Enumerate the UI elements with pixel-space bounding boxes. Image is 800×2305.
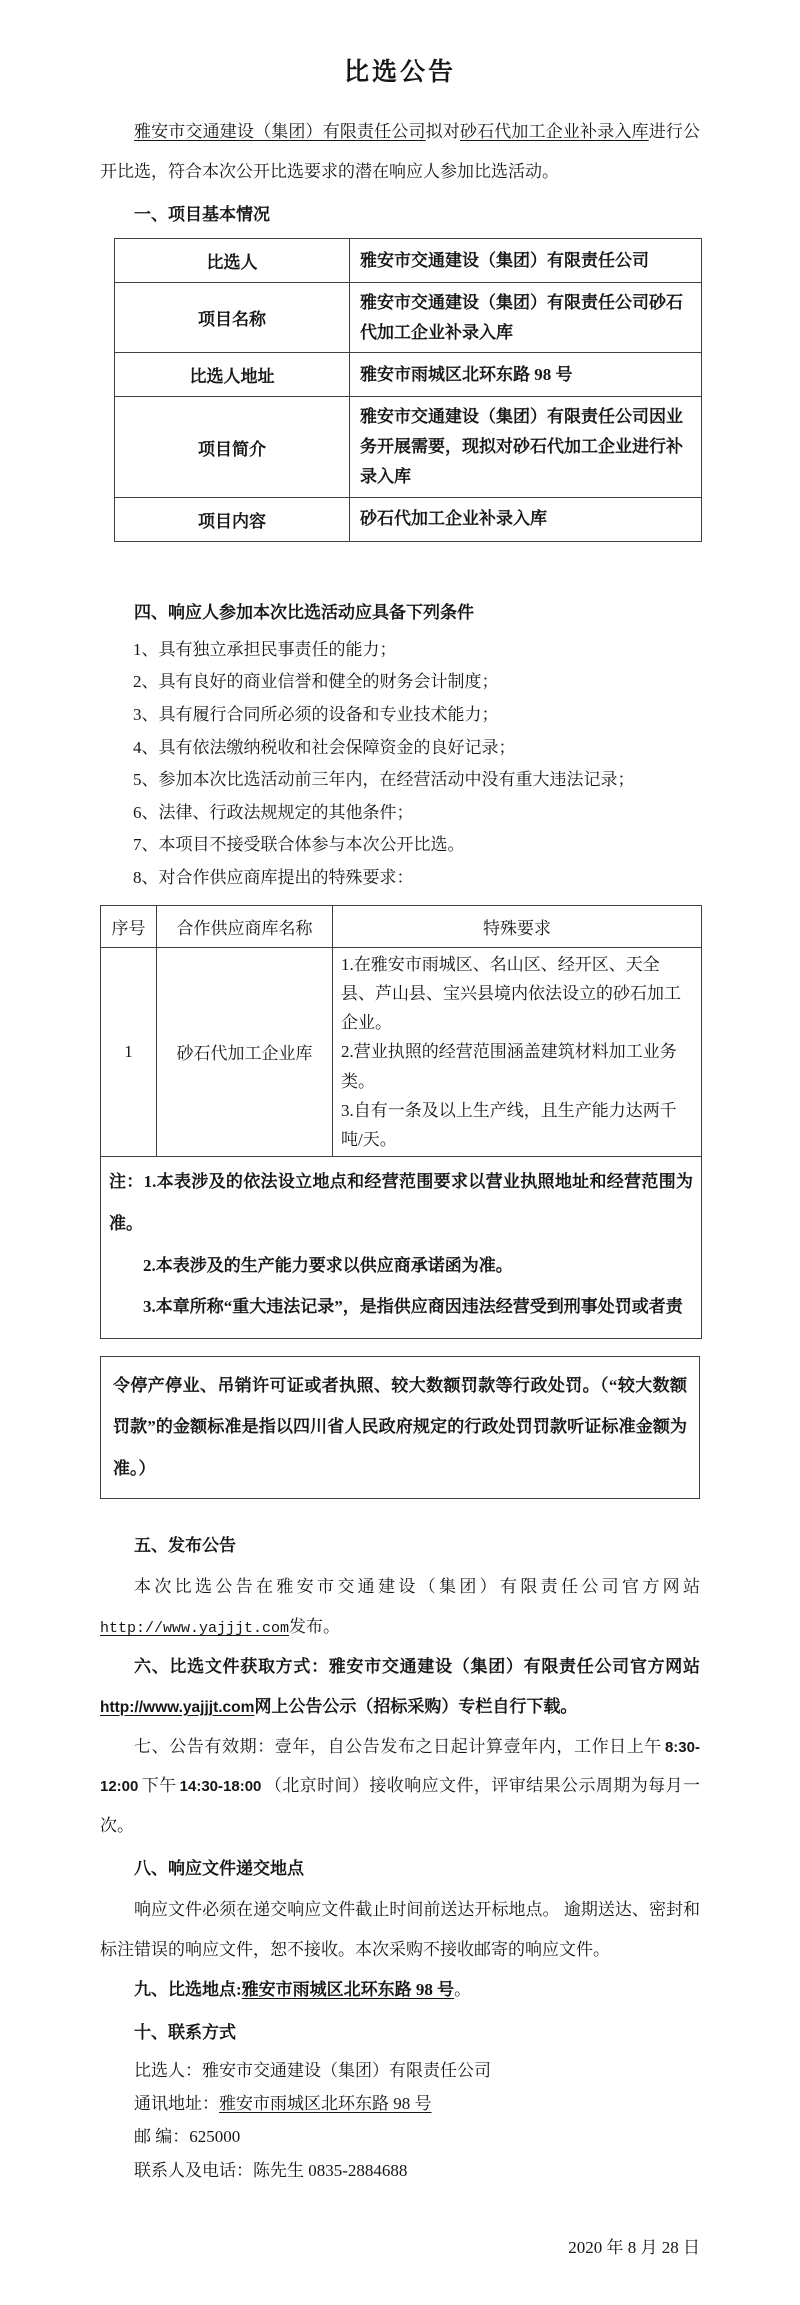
condition-item: 8、对合作供应商库提出的特殊要求： [133, 868, 414, 887]
contact-person-phone-line: 联系人及电话：陈先生 0835-2884688 [134, 2160, 408, 2180]
intro-project-name: 砂石代加工企业补录入库 [459, 122, 649, 141]
condition-item: 2、具有良好的商业信誉和健全的财务会计制度； [133, 672, 499, 692]
section7-text-mid: 下午 [141, 1776, 177, 1796]
header-special-requirements: 特殊要求 [333, 905, 702, 947]
condition-item: 3、具有履行合同所必须的设备和专业技术能力； [133, 704, 499, 724]
condition-item: 7、本项目不接受联合体参与本次公开比选。 [133, 835, 465, 855]
requirement-3: 3.自有一条及以上生产线，且生产能力达两千吨/天。 [341, 1100, 677, 1150]
intro-paragraph [100, 112, 700, 192]
requirement-1: 1.在雅安市雨城区、名山区、经开区、天全县、芦山县、宝兴县境内依法设立的砂石加工企业。 [341, 954, 681, 1033]
intro-company-name: 雅安市交通建设（集团）有限责任公司 [134, 122, 426, 141]
row-value-address: 雅安市雨城区北环东路 98 号 [350, 353, 702, 397]
cell-notes [101, 1157, 702, 1339]
section9-paragraph [100, 1970, 700, 2010]
section1-heading: 一、项目基本情况 [134, 204, 270, 224]
header-library-name: 合作供应商库名称 [157, 905, 333, 947]
company-website-link[interactable]: http://www.yajjjt.com [100, 1619, 290, 1637]
intro-text-2: 进行公开比选，符合本次公开比选要求的潜在响应人参加比选活动。 [100, 122, 700, 181]
section8-heading: 八、响应文件递交地点 [134, 1859, 304, 1879]
table-row [115, 353, 702, 397]
supplier-library-table [100, 905, 702, 1339]
condition-item: 4、具有依法缴纳税收和社会保障资金的良好记录； [133, 737, 516, 757]
row-value-content: 砂石代加工企业补录入库 [350, 497, 702, 541]
requirement-2: 2.营业执照的经营范围涵盖建筑材料加工业务类。 [341, 1042, 677, 1091]
row-value-project-name: 雅安市交通建设（集团）有限责任公司砂石代加工企业补录入库 [350, 282, 702, 353]
table-row [115, 397, 702, 497]
afternoon-hours: 14:30-18:00 [179, 1778, 262, 1796]
condition-item: 1、具有独立承担民事责任的能力； [133, 639, 397, 659]
row-label-project-name: 项目名称 [115, 282, 350, 353]
contact-postcode-line: 邮 编：625000 [134, 2127, 241, 2147]
row-value-bixuanren: 雅安市交通建设（集团）有限责任公司 [350, 238, 702, 282]
table-row [115, 282, 702, 353]
section6-text-suffix: 网上公告公示（招标采购）专栏自行下载。 [254, 1696, 578, 1716]
section6-text-prefix: 六、比选文件获取方式：雅安市交通建设（集团）有限责任公司官方网站 [134, 1656, 700, 1676]
section9-suffix: 。 [454, 1980, 472, 2000]
contact-address-line [100, 2087, 700, 2120]
section6-paragraph [100, 1647, 700, 1727]
row-value-intro: 雅安市交通建设（集团）有限责任公司因业务开展需要，现拟对砂石代加工企业进行补录入库 [350, 397, 702, 497]
contact-address-label: 通讯地址： [134, 2094, 219, 2114]
morning-hours: 8:30-12:00 [100, 1738, 700, 1796]
section5-body [100, 1567, 700, 1647]
note-1: 注：1.本表涉及的依法设立地点和经营范围要求以营业执照地址和经营范围为准。 [109, 1172, 693, 1233]
table-notes-row [101, 1157, 702, 1339]
section5-text-suffix: 发布。 [289, 1616, 341, 1636]
conditions-list [100, 634, 700, 895]
row-label-address: 比选人地址 [115, 353, 350, 397]
project-info-table [114, 238, 702, 542]
note-2: 2.本表涉及的生产能力要求以供应商承诺函为准。 [143, 1255, 513, 1275]
intro-text-1: 拟对 [425, 122, 460, 141]
section7-paragraph [100, 1727, 700, 1847]
contact-address-value: 雅安市雨城区北环东路 98 号 [219, 2094, 432, 2114]
document-date: 2020 年 8 月 28 日 [568, 2237, 700, 2257]
section8-body: 响应文件必须在递交响应文件截止时间前送达开标地点。 逾期送达、密封和标注错误的响应文件，恕不接收。本次采购不接收邮寄的响应文件。 [100, 1900, 700, 1960]
header-serial: 序号 [101, 905, 157, 947]
section5-text-prefix: 本次比选公告在雅安市交通建设（集团）有限责任公司官方网站 [134, 1576, 700, 1596]
bixuan-location-address: 雅安市雨城区北环东路 98 号 [241, 1980, 455, 2000]
section7-text-suffix: （北京时间）接收响应文件，评审结果公示周期为每月一次。 [100, 1776, 701, 1836]
cell-library-name: 砂石代加工企业库 [157, 947, 333, 1157]
section4-heading: 四、响应人参加本次比选活动应具备下列条件 [134, 602, 474, 622]
section7-text-prefix: 七、公告有效期：壹年，自公告发布之日起计算壹年内，工作日上午 [134, 1736, 662, 1756]
cell-serial: 1 [101, 947, 157, 1157]
table-header-row [101, 905, 702, 947]
contact-company-line: 比选人：雅安市交通建设（集团）有限责任公司 [134, 2061, 491, 2081]
cell-special-requirements [333, 947, 702, 1157]
note-3: 3.本章所称“重大违法记录”，是指供应商因违法经营受到刑事处罚或者责 [143, 1297, 683, 1317]
table-row [115, 497, 702, 541]
row-label-content: 项目内容 [115, 497, 350, 541]
table-row [101, 947, 702, 1157]
section10-heading: 十、联系方式 [134, 2023, 236, 2043]
page-title: 比选公告 [343, 59, 456, 86]
condition-item: 6、法律、行政法规规定的其他条件； [133, 802, 414, 822]
table-row [115, 238, 702, 282]
section9-label: 九、比选地点: [134, 1980, 242, 2000]
row-label-bixuanren: 比选人 [115, 238, 350, 282]
section5-heading: 五、发布公告 [134, 1535, 236, 1555]
row-label-intro: 项目简介 [115, 397, 350, 497]
note-continuation-box: 令停产停业、吊销许可证或者执照、较大数额罚款等行政处罚。（“较大数额罚款”的金额标准是指以四川省人民政府规定的行政处罚罚款听证标准金额为准。） [100, 1356, 700, 1499]
download-website-link[interactable]: http://www.yajjjt.com [100, 1698, 255, 1716]
condition-item: 5、参加本次比选活动前三年内，在经营活动中没有重大违法记录； [133, 770, 635, 790]
